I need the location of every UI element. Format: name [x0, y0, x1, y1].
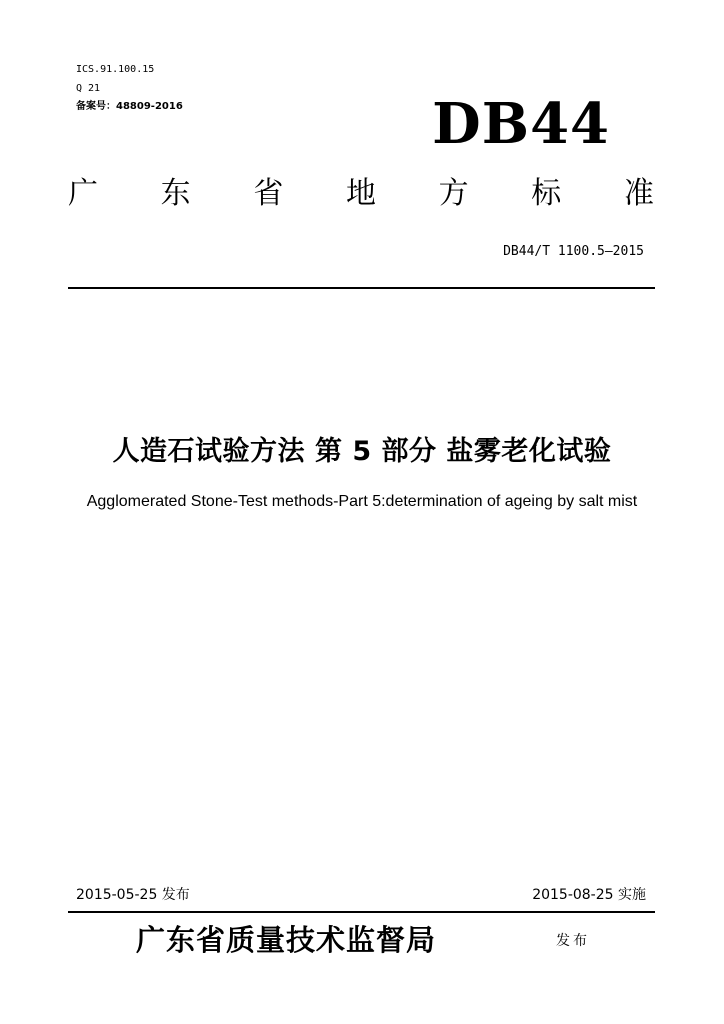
record-number: 备案号：48809-2016 — [76, 101, 183, 112]
standard-type-char: 地 — [345, 176, 376, 211]
bottom-divider — [68, 911, 655, 913]
implementation-date: 2015-08-25 实施 — [532, 887, 646, 903]
issuing-label: 发布 — [556, 933, 590, 949]
issue-date: 2015-05-25 发布 — [76, 887, 190, 903]
standard-number: DB44/T 1100.5—2015 — [503, 244, 644, 259]
issuing-authority: 广东省质量技术监督局 — [136, 923, 437, 957]
standard-type-heading — [68, 174, 654, 214]
standard-type-char: 省 — [253, 176, 284, 211]
standard-type-char: 准 — [623, 176, 654, 211]
ics-code: ICS.91.100.15 — [76, 64, 155, 75]
standard-type-char: 方 — [438, 176, 469, 211]
standard-type-char: 广 — [68, 176, 98, 211]
db44-logo: DB44 — [432, 91, 610, 157]
top-divider — [68, 287, 655, 289]
standard-type-char: 标 — [531, 176, 562, 211]
ccs-code: Q 21 — [76, 83, 101, 94]
standard-type-char: 东 — [160, 176, 191, 211]
document-title-chinese: 人造石试验方法 第 5 部分 盐雾老化试验 — [112, 436, 612, 467]
document-title-english: Agglomerated Stone-Test methods-Part 5:determination of ageing by salt mist — [86, 493, 638, 510]
